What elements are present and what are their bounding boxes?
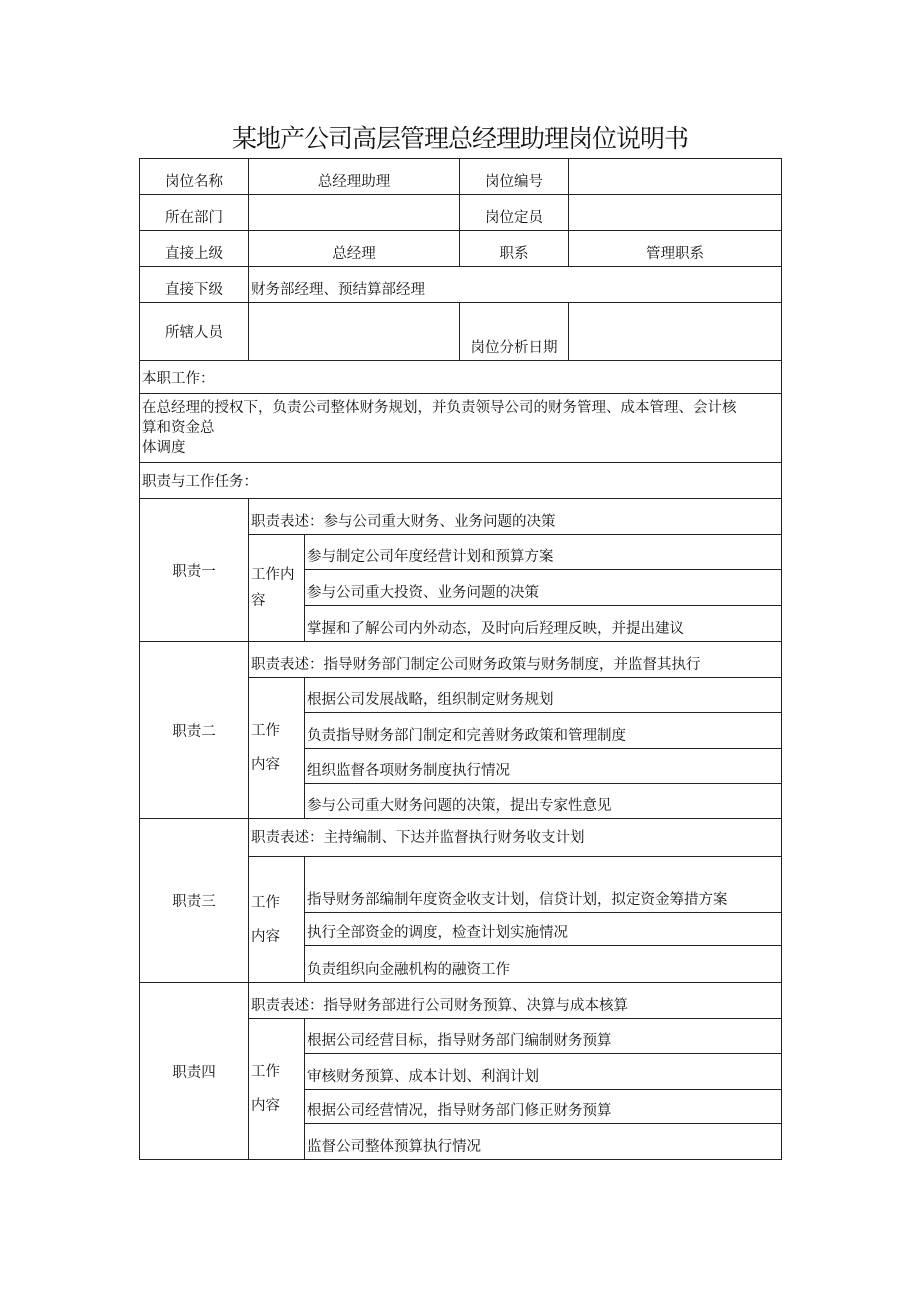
duty-4-task-1: 根据公司经营目标，指导财务部门编制财务预算 xyxy=(305,1019,782,1054)
duty-2-task-3: 组织监督各项财务制度执行情况 xyxy=(305,749,782,784)
info-row-staff xyxy=(140,303,782,361)
duty-2-statement-row xyxy=(140,642,782,678)
duty-4-work-label-line-2: 内容 xyxy=(251,1098,280,1114)
page-title: 某地产公司高层管理总经理助理岗位说明书 xyxy=(231,124,688,153)
superior-value: 总经理 xyxy=(249,231,460,267)
department-label: 所在部门 xyxy=(140,195,249,231)
duty-3-work-label-line-2: 内容 xyxy=(251,928,280,945)
duty-1-name: 职责一 xyxy=(140,499,249,642)
duty-2-name: 职责二 xyxy=(140,642,249,819)
duty-3-task-1: 指导财务部编制年度资金收支计划，信贷计划，拟定资金筹措方案 xyxy=(305,857,782,913)
headcount-label: 岗位定员 xyxy=(460,195,569,231)
job-family-label: 职系 xyxy=(460,231,569,267)
duty-3-statement: 职责表述：主持编制、下达并监督执行财务收支计划 xyxy=(249,819,782,857)
position-name-value: 总经理助理 xyxy=(249,159,460,195)
subordinate-value: 财务部经理、预结算部经理 xyxy=(249,267,782,303)
staff-label: 所辖人员 xyxy=(140,303,249,361)
duty-1-task-1: 参与制定公司年度经营计划和预算方案 xyxy=(305,535,782,570)
duty-1-statement: 职责表述：参与公司重大财务、业务问题的决策 xyxy=(249,499,782,535)
duty-3-task-2: 执行全部资金的调度，检查计划实施情况 xyxy=(305,913,782,946)
info-row-position xyxy=(140,159,782,195)
department-value xyxy=(249,195,460,231)
duty-2-task-1: 根据公司发展战略，组织制定财务规划 xyxy=(305,678,782,713)
subordinate-label: 直接下级 xyxy=(140,267,249,303)
staff-value xyxy=(249,303,460,361)
duty-3-work-label xyxy=(249,857,305,983)
info-row-superior xyxy=(140,231,782,267)
job-description-table xyxy=(139,158,782,1160)
duty-2-work-label xyxy=(249,678,305,819)
duty-1-statement-row xyxy=(140,499,782,535)
duty-3-name: 职责三 xyxy=(140,819,249,983)
headcount-value xyxy=(569,195,782,231)
duties-heading-row xyxy=(140,463,782,499)
duty-1-work-label-line-1: 工作内 xyxy=(251,567,295,583)
position-code-label: 岗位编号 xyxy=(460,159,569,195)
duty-4-work-label-line-1: 工作 xyxy=(251,1064,280,1080)
summary-text xyxy=(140,394,782,463)
duty-1-work-label xyxy=(249,535,305,642)
duty-4-statement: 职责表述：指导财务部进行公司财务预算、决算与成本核算 xyxy=(249,983,782,1019)
duty-3-task-3: 负责组织向金融机构的融资工作 xyxy=(305,946,782,983)
job-family-value: 管理职系 xyxy=(569,231,782,267)
info-row-subordinate xyxy=(140,267,782,303)
duty-4-work-label xyxy=(249,1019,305,1160)
analysis-date-value xyxy=(569,303,782,361)
analysis-date-label: 岗位分析日期 xyxy=(460,303,569,361)
summary-text-line-3: 体调度 xyxy=(142,440,186,456)
duty-2-work-label-line-2: 内容 xyxy=(251,757,280,773)
summary-heading: 本职工作： xyxy=(140,361,782,394)
summary-heading-row xyxy=(140,361,782,394)
duty-1-task-2: 参与公司重大投资、业务问题的决策 xyxy=(305,570,782,606)
duty-2-statement: 职责表述：指导财务部门制定公司财务政策与财务制度，并监督其执行 xyxy=(249,642,782,678)
summary-text-line-2: 算和资金总 xyxy=(142,420,215,436)
duty-3-statement-row xyxy=(140,819,782,857)
duty-1-task-3: 掌握和了解公司内外动态，及时向后羟理反映，并提出建议 xyxy=(305,606,782,642)
duty-4-task-2: 审核财务预算、成本计划、利润计划 xyxy=(305,1054,782,1090)
info-row-department xyxy=(140,195,782,231)
duty-4-name: 职责四 xyxy=(140,983,249,1160)
duty-4-task-3: 根据公司经营情况，指导财务部门修正财务预算 xyxy=(305,1090,782,1124)
superior-label: 直接上级 xyxy=(140,231,249,267)
position-code-value xyxy=(569,159,782,195)
summary-text-row xyxy=(140,394,782,463)
duty-1-work-label-line-2: 容 xyxy=(251,593,266,609)
duty-3-work-label-line-1: 工作 xyxy=(251,894,280,911)
position-name-label: 岗位名称 xyxy=(140,159,249,195)
duties-heading: 职责与工作任务： xyxy=(140,463,782,499)
duty-2-task-2: 负责指导财务部门制定和完善财务政策和管理制度 xyxy=(305,713,782,749)
duty-4-statement-row xyxy=(140,983,782,1019)
duty-4-task-4: 监督公司整体预算执行情况 xyxy=(305,1124,782,1160)
summary-text-line-1: 在总经理的授权下，负责公司整体财务规划，并负责领导公司的财务管理、成本管理、会计核 xyxy=(142,400,737,416)
duty-2-work-label-line-1: 工作 xyxy=(251,723,280,739)
duty-2-task-4: 参与公司重大财务问题的决策，提出专家性意见 xyxy=(305,784,782,819)
